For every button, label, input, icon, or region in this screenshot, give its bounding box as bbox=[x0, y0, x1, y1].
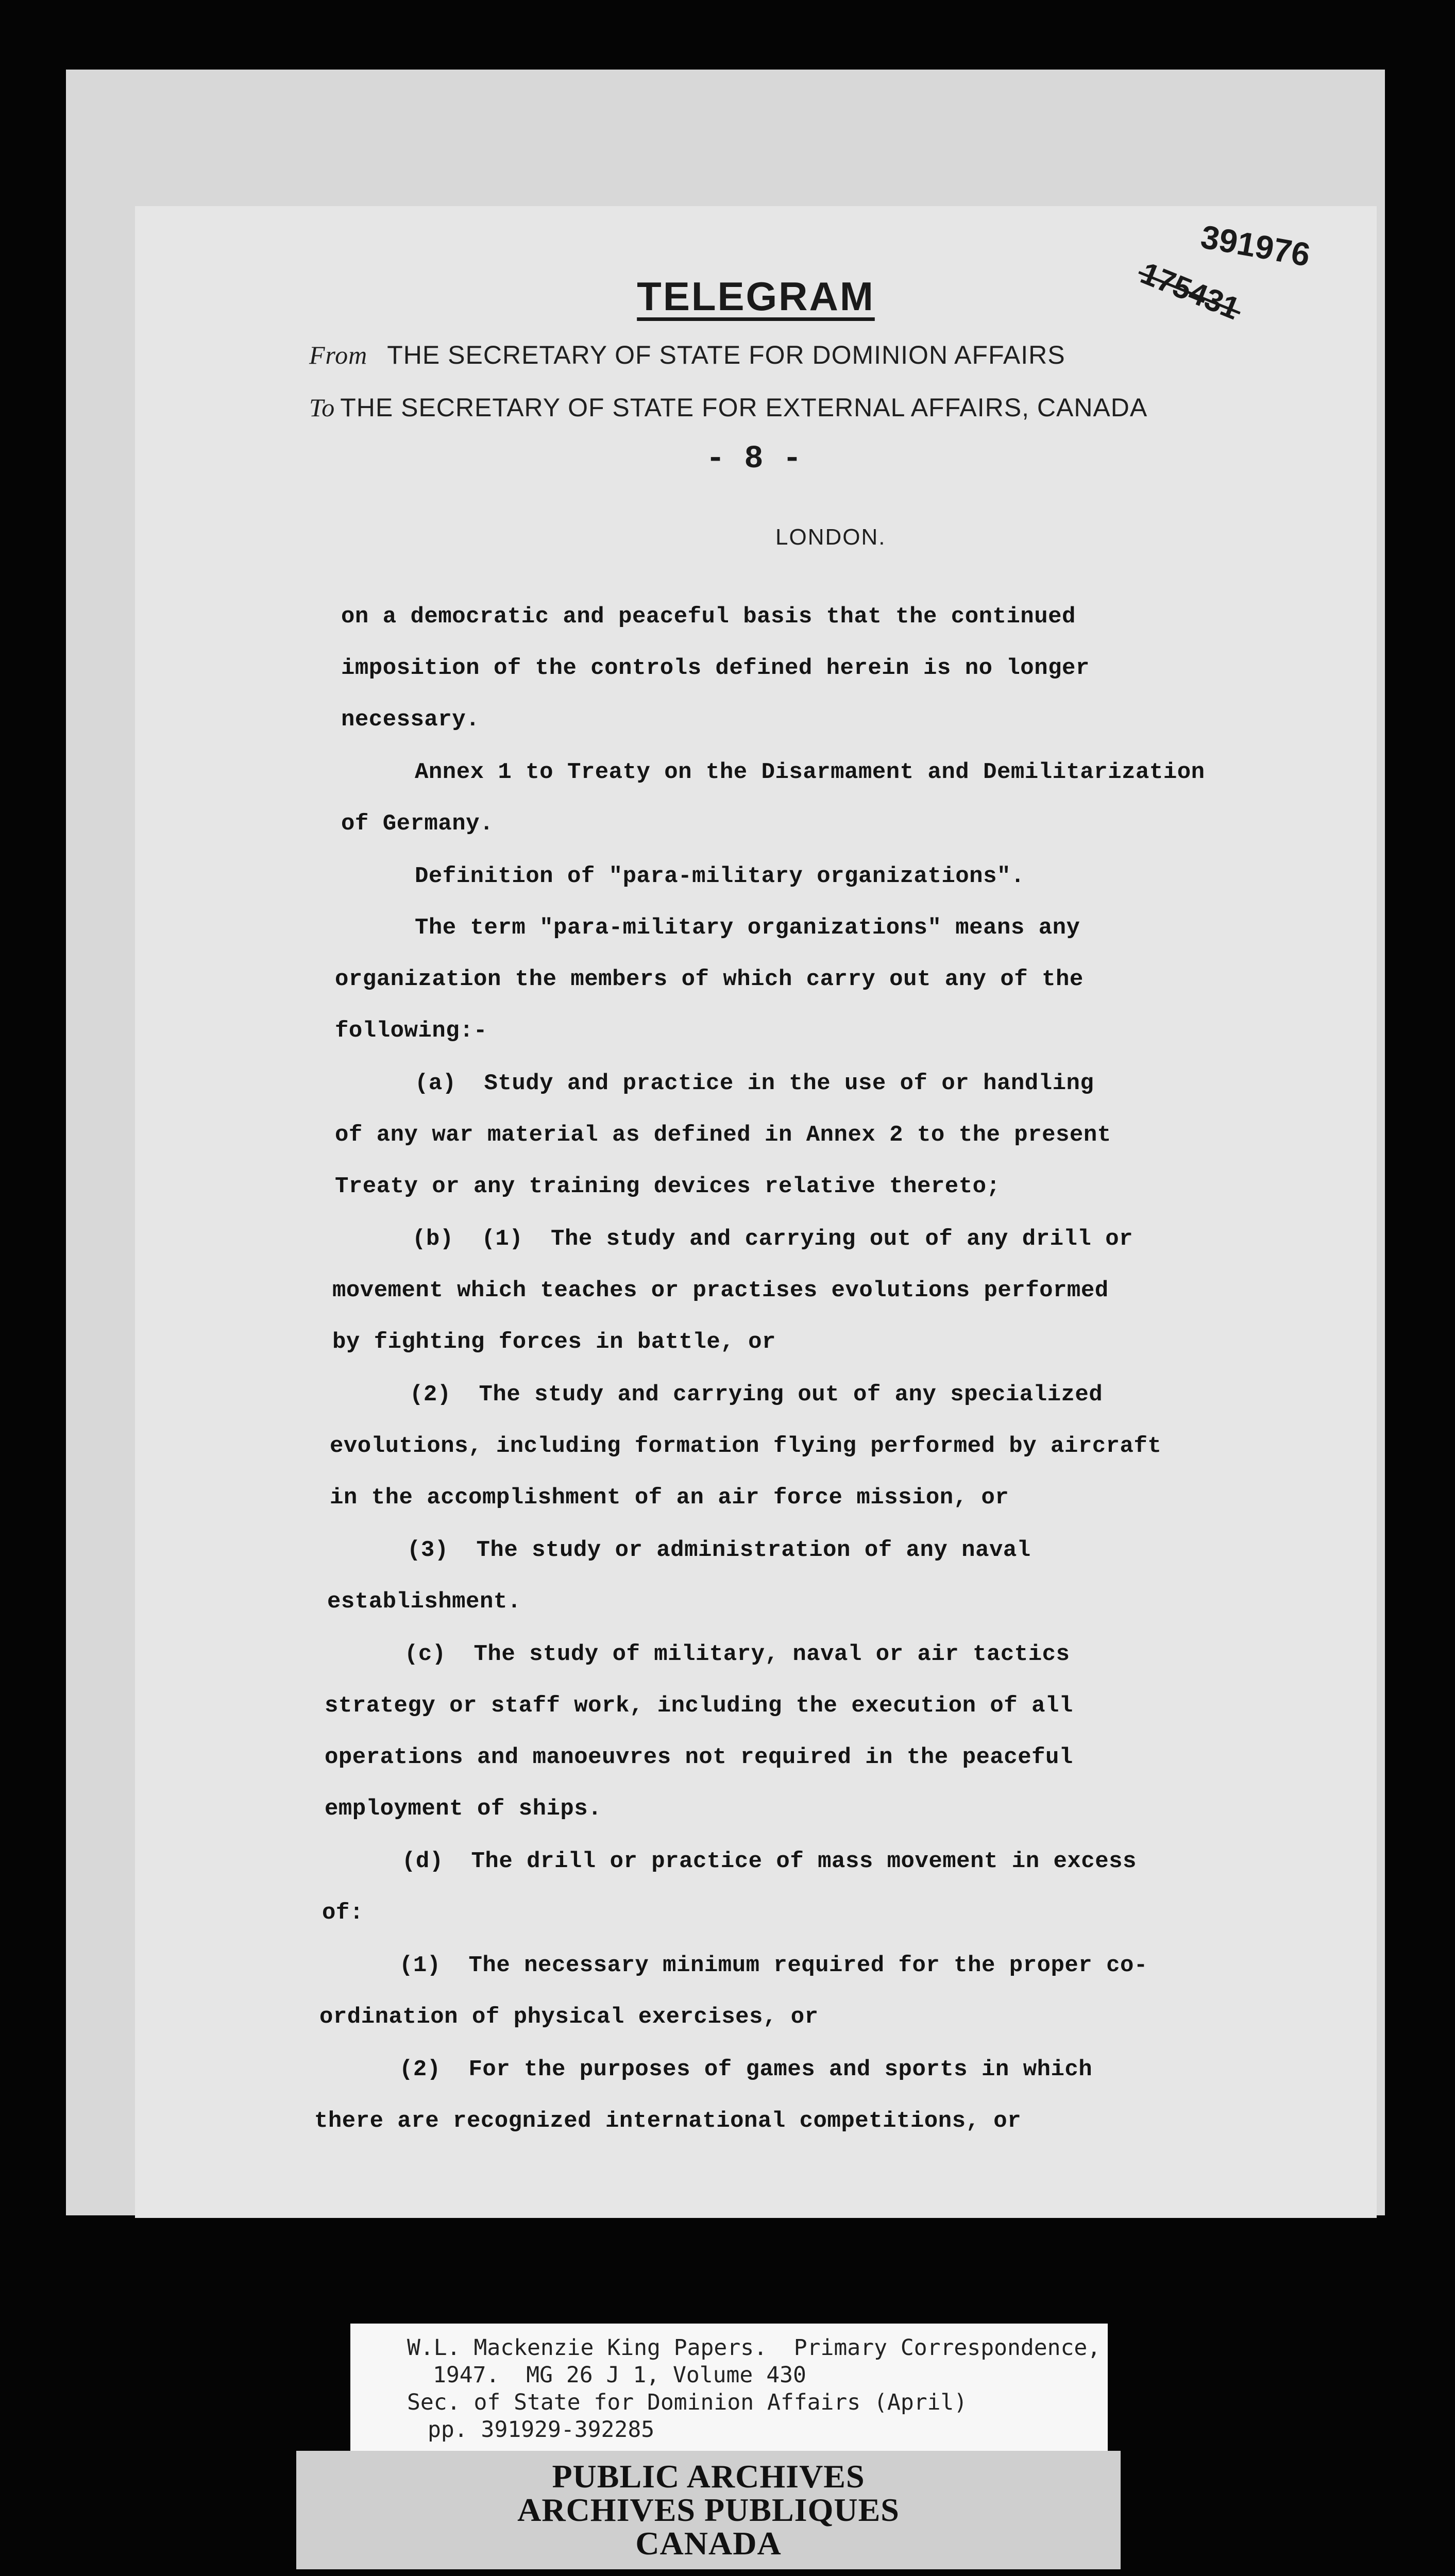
archive-number-stamp: 391976 bbox=[1198, 218, 1313, 274]
to-label: To bbox=[309, 393, 335, 422]
body-line: strategy or staff work, including the execution of all bbox=[325, 1693, 1073, 1719]
from-text: THE SECRETARY OF STATE FOR DOMINION AFFAIRS bbox=[387, 341, 1065, 369]
body-line: (2) For the purposes of games and sports in which bbox=[399, 2057, 1093, 2082]
to-line bbox=[309, 393, 1147, 422]
body-line: in the accomplishment of an air force mission, or bbox=[330, 1485, 1009, 1511]
body-line: employment of ships. bbox=[325, 1796, 602, 1822]
archive-stamp-line: ARCHIVES PUBLIQUES bbox=[517, 2492, 900, 2528]
body-line: there are recognized international competitions, or bbox=[314, 2108, 1022, 2134]
body-line: operations and manoeuvres not required in the peaceful bbox=[325, 1744, 1073, 1770]
body-line: (a) Study and practice in the use of or handling bbox=[415, 1071, 1094, 1096]
from-line bbox=[309, 340, 1065, 370]
body-line: of: bbox=[322, 1900, 364, 1926]
archive-label-line: 1947. MG 26 J 1, Volume 430 bbox=[433, 2362, 806, 2388]
body-line: necessary. bbox=[341, 707, 480, 733]
body-line: of Germany. bbox=[341, 811, 494, 837]
body-line: ordination of physical exercises, or bbox=[319, 2004, 819, 2030]
place-of-origin: LONDON. bbox=[775, 524, 886, 550]
body-line: organization the members of which carry out any of the bbox=[335, 967, 1084, 992]
archive-label-line: Sec. of State for Dominion Affairs (April) bbox=[407, 2389, 968, 2415]
body-line: (2) The study and carrying out of any specialized bbox=[410, 1382, 1103, 1408]
body-line: (b) (1) The study and carrying out of any drill or bbox=[412, 1226, 1133, 1252]
body-line: movement which teaches or practises evolutions performed bbox=[332, 1278, 1109, 1303]
telegram-title: TELEGRAM bbox=[637, 274, 875, 319]
archive-stamp-line: PUBLIC ARCHIVES bbox=[552, 2458, 865, 2495]
body-line: (d) The drill or practice of mass movement in excess bbox=[402, 1849, 1137, 1874]
page-number: - 8 - bbox=[706, 440, 802, 477]
body-line: of any war material as defined in Annex 2 to the present bbox=[335, 1122, 1111, 1148]
body-line: Annex 1 to Treaty on the Disarmament and Demilitarization bbox=[415, 759, 1205, 785]
body-line: on a democratic and peaceful basis that the continued bbox=[341, 604, 1076, 630]
body-line: The term "para-military organizations" means any bbox=[415, 915, 1080, 941]
archive-label-line: W.L. Mackenzie King Papers. Primary Correspondence, bbox=[407, 2335, 1101, 2361]
to-text: THE SECRETARY OF STATE FOR EXTERNAL AFFAIRS, CANADA bbox=[340, 393, 1148, 422]
body-line: (c) The study of military, naval or air tactics bbox=[404, 1641, 1070, 1667]
archive-stamp-line: CANADA bbox=[635, 2525, 782, 2562]
archive-label-line: pp. 391929-392285 bbox=[428, 2417, 655, 2443]
body-line: Definition of "para-military organizations". bbox=[415, 863, 1025, 889]
from-label: From bbox=[309, 341, 368, 369]
body-line: (3) The study or administration of any naval bbox=[407, 1537, 1031, 1563]
body-line: by fighting forces in battle, or bbox=[332, 1329, 776, 1355]
body-line: evolutions, including formation flying performed by aircraft bbox=[330, 1433, 1162, 1459]
body-line: following:- bbox=[335, 1018, 487, 1044]
body-line: Treaty or any training devices relative thereto; bbox=[335, 1174, 1001, 1199]
body-line: imposition of the controls defined herein is no longer bbox=[341, 655, 1090, 681]
struck-archive-number-stamp: 175431 bbox=[1136, 255, 1245, 327]
body-line: (1) The necessary minimum required for the proper co- bbox=[399, 1953, 1148, 1978]
telegram-page bbox=[135, 206, 1377, 2218]
body-line: establishment. bbox=[327, 1589, 521, 1615]
